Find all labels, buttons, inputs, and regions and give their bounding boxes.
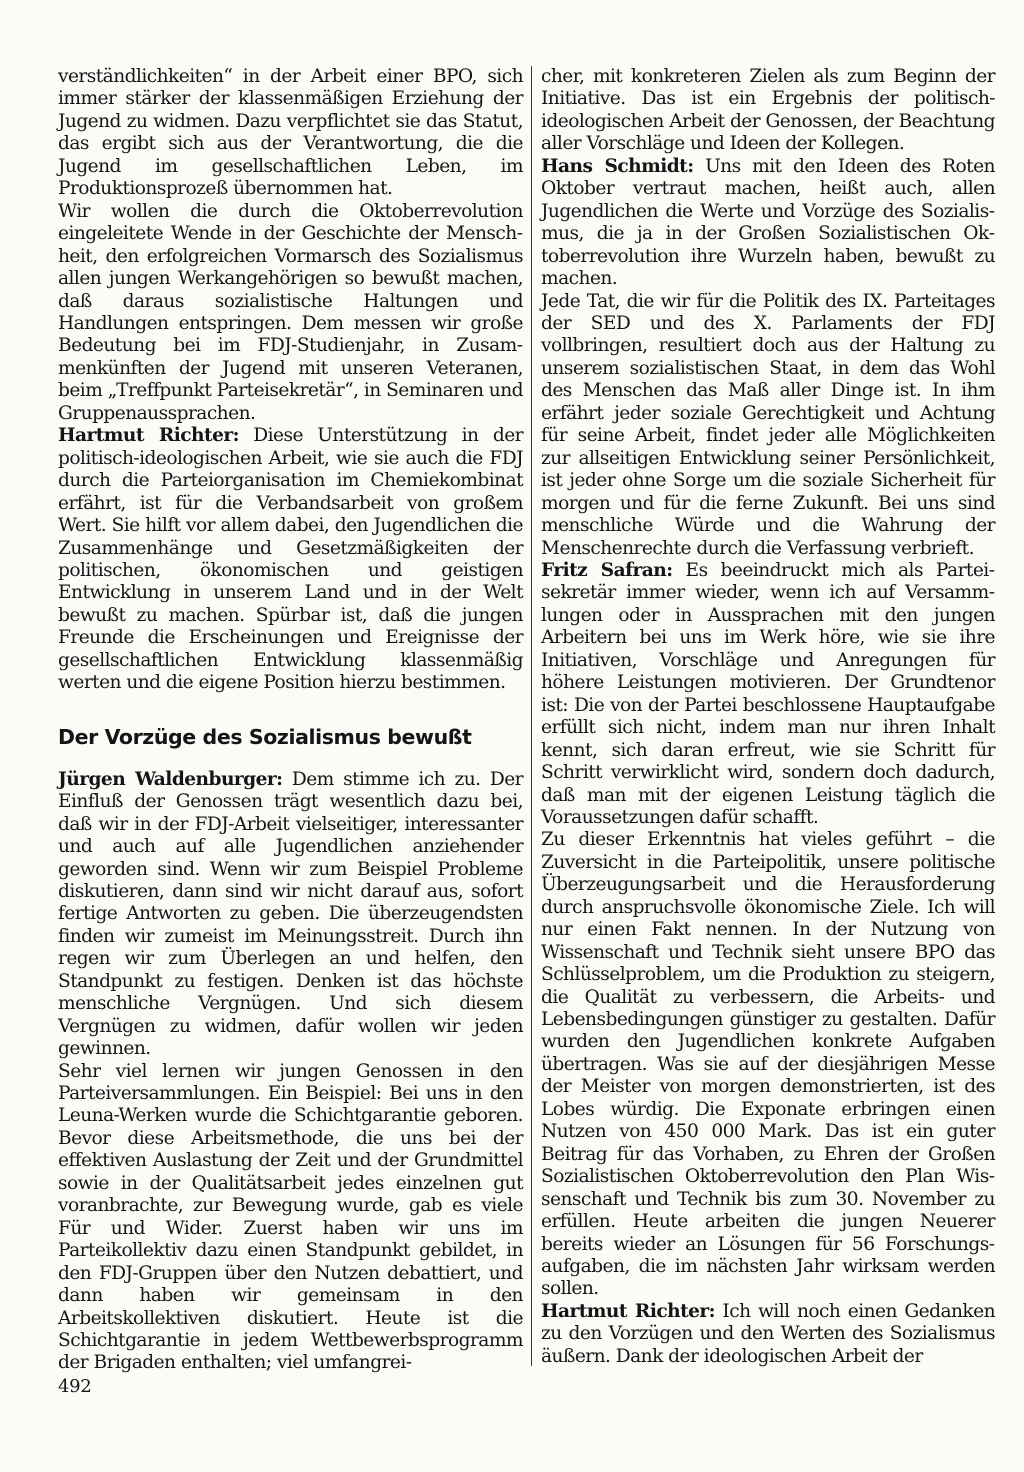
paragraph [541, 1301, 995, 1368]
paragraph: Jede Tat, die wir für die Politik des IX. Parteitages der SED und des X. Parlaments der FDJ vollbringen, resultiert doch aus der Haltung zu unserem sozialistischen Staat, in dem das Wohl des Menschen das Maß aller Dinge ist. In ihm erfährt jeder soziale Gerechtigkeit und Achtung für seine Arbeit, findet jeder alle Möglichkeiten zur allseitigen Entwicklung seiner Persönlichkeit, ist jeder ohne Sorge um die soziale Sicherheit für morgen und für die ferne Zukunft. Bei uns sind menschliche Würde und die Wahrung der Menschenrechte durch die Verfassung verbrieft. [541, 290, 995, 559]
paragraph: Wir wollen die durch die Oktoberrevolution eingeleitete Wende in der Geschichte der Menschheit, den erfolgreichen Vormarsch des Sozialismus allen jungen Werkangehörigen so bewußt machen, daß daraus sozialistische Haltungen und Handlungen entspringen. Dem messen wir große Bedeutung bei im FDJ-Studienjahr, in Zusammenkünften der Jugend mit unseren Veteranen, beim „Treffpunkt Parteisekretär“, in Seminaren und Gruppenaussprachen. [58, 200, 523, 424]
speech-text: Es beeindruckt mich als Parteisekretär immer wieder, wenn ich auf Versammlungen oder in Aussprachen mit den jungen Arbeitern bei uns im Werk höre, wie sie ihre Initiativen, Vorschläge und Anregungen für höhere Leistungen motivieren. Der Grundtenor ist: Die von der Partei beschlossene Hauptaufgabe erfüllt sich nicht, indem man nur ihren Inhalt kennt, sich daran erfreut, wie sie Schritt für Schritt verwirklicht wird, sondern doch dadurch, daß man mit der eigenen Leistung täglich die Voraussetzungen dafür schafft. [541, 559, 995, 828]
speaker-name: Fritz Safran: [541, 559, 673, 581]
paragraph: Sehr viel lernen wir jungen Genossen in den Parteiversammlungen. Ein Beispiel: Bei uns in den Leuna-Werken wurde die Schichtgarantie geboren. Bevor diese Arbeitsmethode, die uns bei der effektiven Auslastung der Zeit und der Grundmittel sowie in der Qualitätsarbeit jedes einzelnen gut voranbrachte, zur Bewegung wurde, gab es viele Für und Wider. Zuerst haben wir uns im Parteikollektiv dazu einen Standpunkt gebildet, in den FDJ-Gruppen über den Nutzen debattiert, und dann haben wir gemeinsam in den Arbeitskollektiven diskutiert. Heute ist die Schichtgarantie in jedem Wettbewerbsprogramm der Brigaden enthalten; viel umfangrei- [58, 1060, 523, 1374]
paragraph [541, 156, 995, 291]
paragraph: cher, mit konkreteren Zielen als zum Beginn der Initiative. Das ist ein Ergebnis der politisch-ideologischen Arbeit der Genossen, der Beachtung aller Vorschläge und Ideen der Kollegen. [541, 66, 995, 155]
speaker-name: Jürgen Waldenburger: [58, 768, 283, 790]
speech-text: Ich will noch einen Gedanken zu den Vorzügen und den Werten des Sozialismus äußern. Dank der ideologischen Arbeit der [541, 1300, 995, 1367]
section-heading: Der Vorzüge des Sozialismus bewußt [58, 724, 472, 749]
speaker-name: Hartmut Richter: [541, 1300, 715, 1322]
paragraph: verständlichkeiten“ in der Arbeit einer BPO, sich immer stärker der klassenmäßigen Erziehung der Jugend zu widmen. Dazu verpflichtet sie das Statut, das ergibt sich aus der Verantwortung, die die Jugend im gesellschaftlichen Leben, im Produktionsprozeß übernommen hat. [58, 66, 523, 200]
paragraph [58, 425, 523, 694]
speech-text: Diese Unterstützung in der politisch-ideologischen Arbeit, wie sie auch die FDJ durch die Parteiorganisation im Chemiekombinat erfährt, ist für die Verbandsarbeit von großem Wert. Sie hilft vor allem dabei, den Jugendlichen die Zusammenhänge und Gesetzmäßigkeiten der politischen, ökonomischen und geistigen Entwicklung in unserem Land und in der Welt bewußt zu machen. Spürbar ist, daß die jungen Freunde die Erscheinungen und Ereignisse der gesellschaftlichen Entwicklung klassenmäßig werten und die eigene Position hierzu bestimmen. [58, 425, 523, 694]
column-divider [531, 66, 532, 1366]
speech-text: Uns mit den Ideen des Roten Oktober vertraut machen, heißt auch, allen Jugendlichen die Werte und Vorzüge des Sozialismus, die ja in der Großen Sozialistischen Oktoberrevolution ihre Wurzeln haben, bewußt zu machen. [541, 155, 995, 290]
speaker-name: Hans Schmidt: [541, 155, 694, 177]
paragraph [58, 769, 523, 1061]
speaker-name: Hartmut Richter: [58, 425, 239, 447]
right-column [541, 66, 995, 1368]
paragraph [541, 560, 995, 829]
left-column [58, 66, 523, 1375]
paragraph: Zu dieser Erkenntnis hat vieles geführt – die Zuversicht in die Parteipolitik, unsere politische Überzeugungsarbeit und die Herausforderung durch anspruchsvolle ökonomische Ziele. Ich will nur einen Fakt nennen. In der Nutzung von Wissenschaft und Technik sieht unsere BPO das Schlüsselproblem, um die Produktion zu steigern, die Qualität zu verbessern, die Arbeits- und Lebensbedingungen günstiger zu gestalten. Dafür wurden den Jugendlichen konkrete Aufgaben übertragen. Was sie auf der diesjährigen Messe der Meister von morgen demonstrierten, ist des Lobes würdig. Die Exponate erbringen einen Nutzen von 450 000 Mark. Das ist ein guter Beitrag für das Vorhaben, zu Ehren der Großen Sozialistischen Oktoberrevolution den Plan Wissenschaft und Technik bis zum 30. November zu erfüllen. Heute arbeiten die jungen Neuerer bereits wieder an Lösungen für 56 Forschungsaufgaben, die im nächsten Jahr wirksam werden sollen. [541, 829, 995, 1300]
page-number: 492 [58, 1376, 92, 1397]
speech-text: Dem stimme ich zu. Der Einfluß der Genossen trägt wesentlich dazu bei, daß wir in der FDJ-Arbeit vielseitiger, interessanter und auch auf alle Jugendlichen anziehender geworden sind. Wenn wir zum Beispiel Probleme diskutieren, dann sind wir nicht darauf aus, sofort fertige Antworten zu geben. Die überzeugendsten finden wir zumeist im Meinungsstreit. Durch ihn regen wir zum Überlegen an und helfen, den Standpunkt zu festigen. Denken ist das höchste menschliche Vergnügen. Und sich diesem Vergnügen zu widmen, dafür wollen wir jeden gewinnen. [58, 768, 523, 1060]
